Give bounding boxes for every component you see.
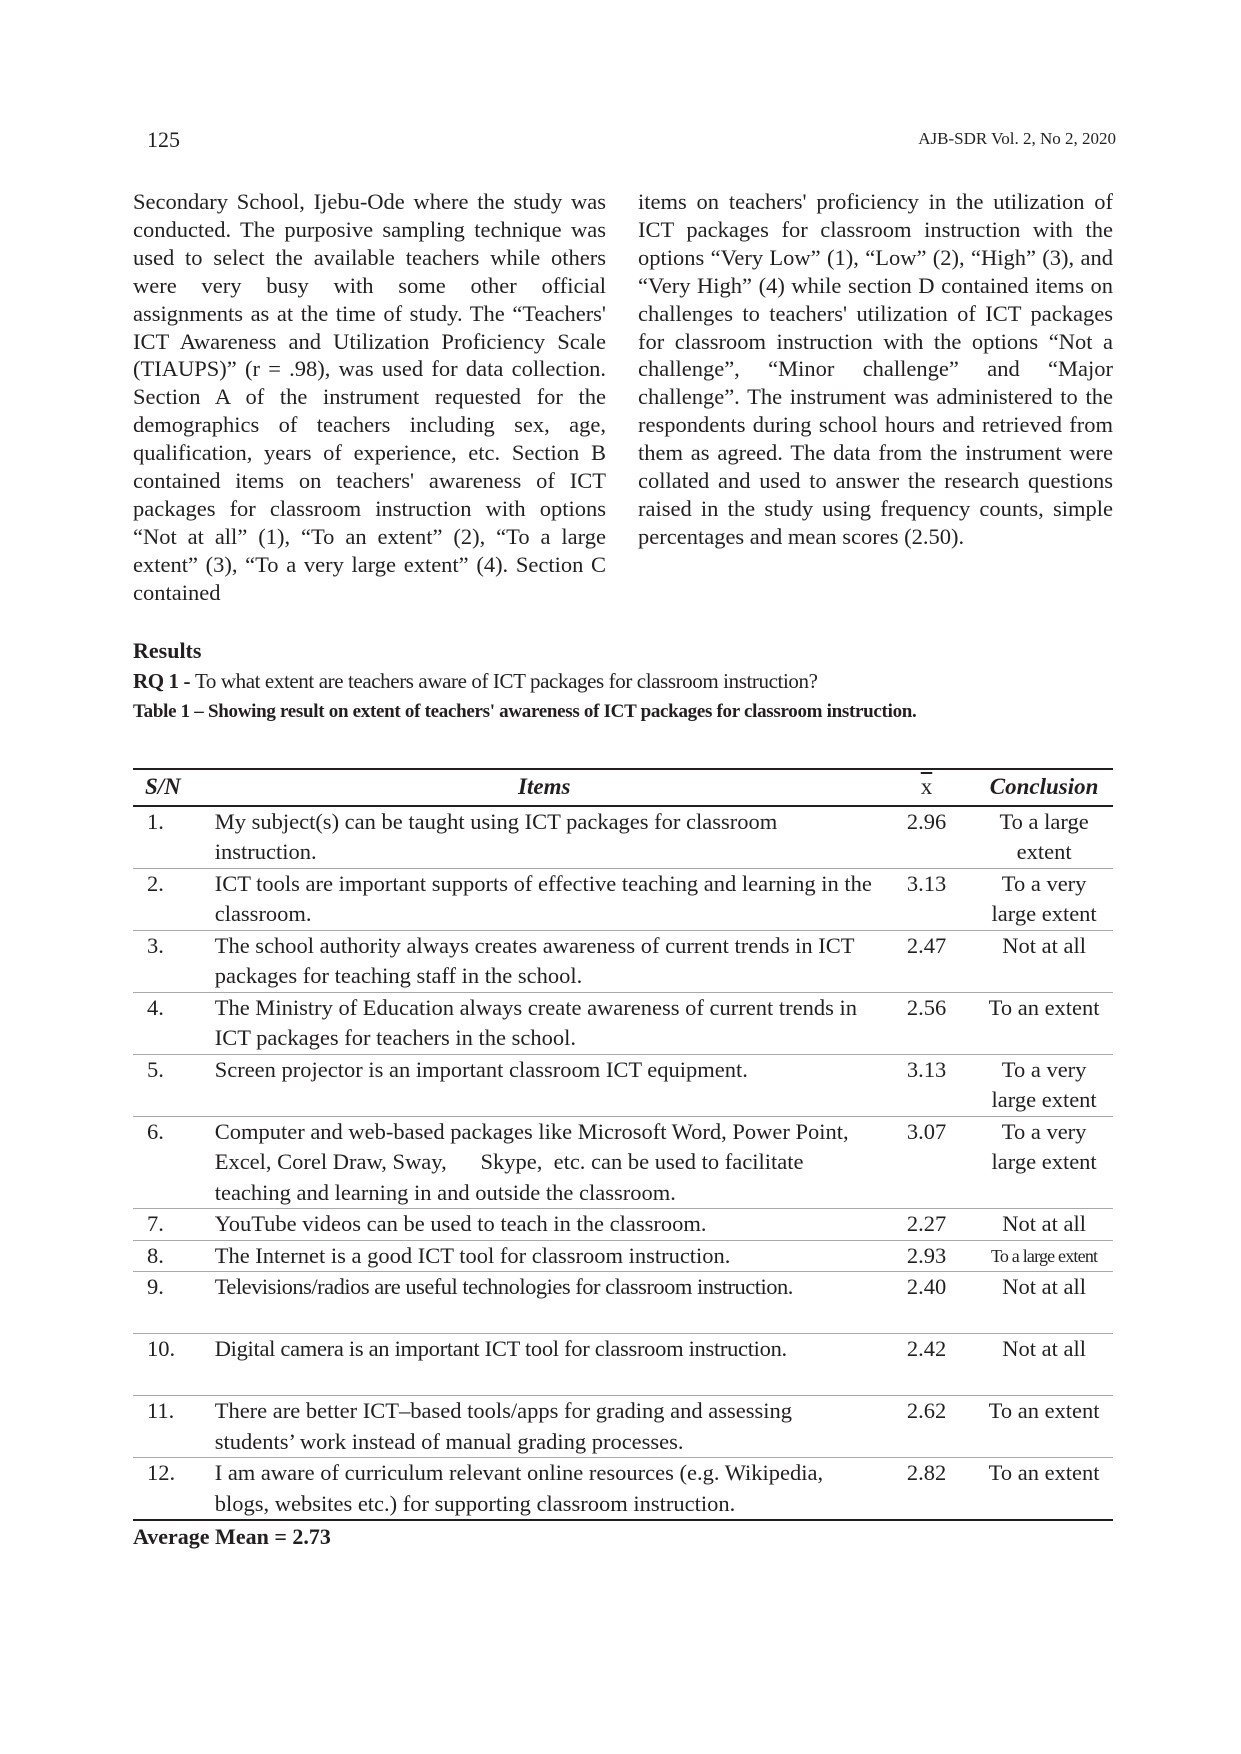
header-sn: S/N [133,769,211,806]
table-row [133,1054,1113,1116]
table-row [133,1116,1113,1209]
body-left-column: Secondary School, Ijebu-Ode where the study was conducted. The purposive sampling technique was used to select the available teachers while others were very busy with some other official assignments as at the time of study. The “Teachers' ICT Awareness and Utilization Proficiency Scale (TIAUPS)” (r = .98), was used for data collection. Section A of the instrument requested for the demographics of teachers including sex, age, qualification, years of experience, etc. Section B contained items on teachers' awareness of ICT packages for classroom instruction with options “Not at all” (1), “To an extent” (2), “To a large extent” (3), “To a very large extent” (4). Section C contained [133,189,606,605]
header-conclusion: Conclusion [975,769,1113,806]
row-conclusion: Not at all [975,1334,1113,1396]
header-mean [878,769,975,806]
table-row [133,806,1113,869]
mean-symbol: $\overline{x}$ [920,774,933,799]
results-table [133,768,1113,1521]
research-question-label: RQ 1 - [133,669,195,693]
row-sn: 11. [133,1396,211,1458]
row-mean: 2.40 [878,1272,975,1334]
row-mean: 2.62 [878,1396,975,1458]
row-conclusion: To a very large extent [975,1116,1113,1209]
row-mean: 2.96 [878,806,975,869]
row-item: Digital camera is an important ICT tool for classroom instruction. [211,1334,878,1396]
row-item: Televisions/radios are useful technologies for classroom instruction. [211,1272,878,1334]
row-mean: 2.27 [878,1209,975,1241]
row-item: The school authority always creates awareness of current trends in ICT packages for teaching staff in the school. [211,930,878,992]
table-row [133,1458,1113,1521]
row-sn: 4. [133,992,211,1054]
row-conclusion: Not at all [975,1209,1113,1241]
row-item: ICT tools are important supports of effective teaching and learning in the classroom. [211,868,878,930]
header-items: Items [211,769,878,806]
row-conclusion: To a large extent [975,806,1113,869]
research-question [133,669,818,694]
row-item: My subject(s) can be taught using ICT packages for classroom instruction. [211,806,878,869]
row-mean: 2.93 [878,1240,975,1272]
table-row [133,1272,1113,1334]
table-row [133,992,1113,1054]
row-sn: 6. [133,1116,211,1209]
average-mean: Average Mean = 2.73 [133,1524,331,1549]
row-mean: 3.13 [878,1054,975,1116]
row-sn: 9. [133,1272,211,1334]
row-conclusion: Not at all [975,1272,1113,1334]
row-sn: 2. [133,868,211,930]
row-conclusion: To a large extent [975,1240,1113,1272]
page-number: 125 [147,127,180,152]
row-mean: 3.07 [878,1116,975,1209]
row-sn: 8. [133,1240,211,1272]
table-row [133,1334,1113,1396]
body-right-column: items on teachers' proficiency in the utilization of ICT packages for classroom instruction with the options “Very Low” (1), “Low” (2), “High” (3), and “Very High” (4) while section D contained items on challenges to teachers' utilization of ICT packages for classroom instruction with the options “Not a challenge”, “Minor challenge” and “Major challenge”. The instrument was administered to the respondents during school hours and retrieved from them as agreed. The data from the instrument were collated and used to answer the research questions raised in the study using frequency counts, simple percentages and mean scores (2.50). [638,189,1113,549]
table-caption: Table 1 – Showing result on extent of teachers' awareness of ICT packages for classroom instruction. [133,701,917,722]
results-heading: Results [133,638,202,663]
row-sn: 10. [133,1334,211,1396]
row-item: The Ministry of Education always create awareness of current trends in ICT packages for teachers in the school. [211,992,878,1054]
row-conclusion: Not at all [975,930,1113,992]
row-mean: 2.42 [878,1334,975,1396]
row-conclusion: To an extent [975,1396,1113,1458]
row-item: I am aware of curriculum relevant online resources (e.g. Wikipedia, blogs, websites etc.) for supporting classroom instruction. [211,1458,878,1521]
row-sn: 1. [133,806,211,869]
row-sn: 7. [133,1209,211,1241]
row-mean: 3.13 [878,868,975,930]
row-item: YouTube videos can be used to teach in the classroom. [211,1209,878,1241]
row-item: There are better ICT–based tools/apps for grading and assessing students’ work instead of manual grading processes. [211,1396,878,1458]
row-sn: 5. [133,1054,211,1116]
row-mean: 2.82 [878,1458,975,1521]
row-sn: 12. [133,1458,211,1521]
row-conclusion: To an extent [975,1458,1113,1521]
table-row [133,1209,1113,1241]
row-sn: 3. [133,930,211,992]
table-row [133,868,1113,930]
row-item: Screen projector is an important classroom ICT equipment. [211,1054,878,1116]
table-header-row [133,769,1113,806]
table-row [133,930,1113,992]
row-conclusion: To a very large extent [975,868,1113,930]
row-conclusion: To an extent [975,992,1113,1054]
row-conclusion: To a very large extent [975,1054,1113,1116]
table-row [133,1240,1113,1272]
row-item: The Internet is a good ICT tool for classroom instruction. [211,1240,878,1272]
row-mean: 2.56 [878,992,975,1054]
row-mean: 2.47 [878,930,975,992]
research-question-text: To what extent are teachers aware of ICT packages for classroom instruction? [194,669,818,693]
table-row [133,1396,1113,1458]
running-head: AJB-SDR Vol. 2, No 2, 2020 [918,129,1116,148]
row-item: Computer and web-based packages like Microsoft Word, Power Point, Excel, Corel Draw, Sway, Skype, etc. can be used to facilitate teaching and learning in and outside the classroom. [211,1116,878,1209]
